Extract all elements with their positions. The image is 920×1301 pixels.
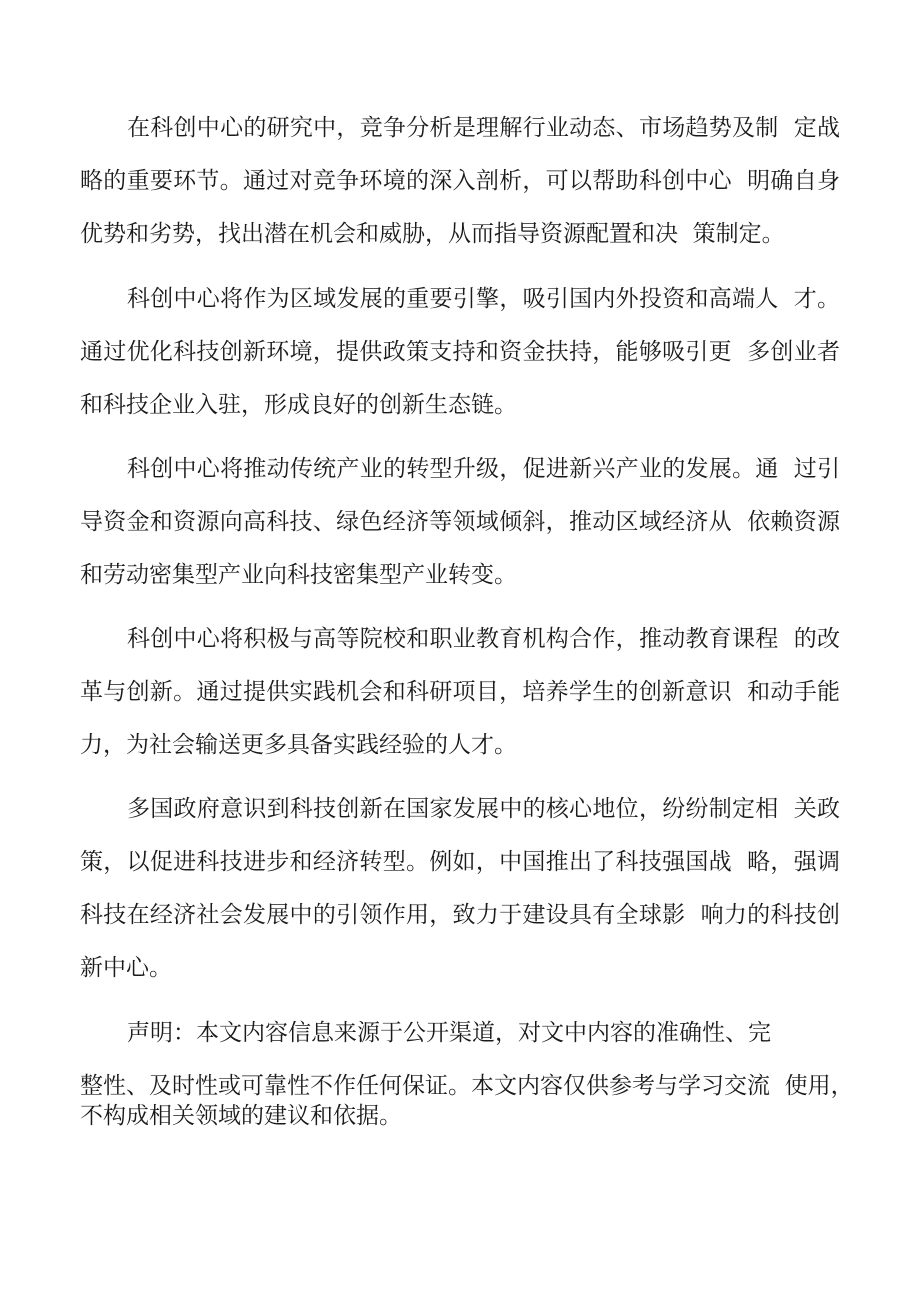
paragraph-line: 策，以促进科技进步和经济转型。例如，中国推出了科技强国战 略，强调 [80, 849, 840, 875]
paragraph-line: 和劳动密集型产业向科技密集型产业转变。 [80, 562, 517, 588]
paragraph-line: 优势和劣势，找出潜在机会和威胁，从而指导资源配置和决 策制定。 [80, 221, 785, 247]
paragraph-line: 科创中心将推动传统产业的转型升级，促进新兴产业的发展。通 过引 [127, 456, 840, 482]
disclaimer-line: 声明：本文内容信息来源于公开渠道，对文中内容的准确性、完 [127, 1020, 771, 1046]
paragraph-line: 导资金和资源向高科技、绿色经济等领域倾斜，推动区域经济从 依赖资源 [80, 509, 840, 535]
disclaimer-line: 整性、及时性或可靠性不作任何保证。本文内容仅供参考与学习交流 使用， [80, 1073, 854, 1099]
paragraph-competition-analysis [80, 114, 840, 273]
paragraph-regional-engine [80, 285, 840, 444]
paragraph-line: 科创中心将积极与高等院校和职业教育机构合作，推动教育课程 的改 [127, 626, 840, 652]
paragraph-line: 和科技企业入驻，形成良好的创新生态链。 [80, 392, 517, 418]
paragraph-line: 在科创中心的研究中，竞争分析是理解行业动态、市场趋势及制 定战 [127, 115, 840, 141]
paragraph-industrial-upgrade [80, 455, 840, 614]
disclaimer [80, 1019, 854, 1130]
paragraph-line: 新中心。 [80, 955, 172, 981]
paragraph-line: 通过优化科技创新环境，提供政策支持和资金扶持，能够吸引更 多创业者 [80, 339, 840, 365]
paragraph-line: 力，为社会输送更多具备实践经验的人才。 [80, 732, 517, 758]
disclaimer-line: 不构成相关领域的建议和依据。 [80, 1103, 402, 1129]
paragraph-line: 科技在经济社会发展中的引领作用，致力于建设具有全球影 响力的科技创 [80, 902, 840, 928]
paragraph-line: 略的重要环节。通过对竞争环境的深入剖析，可以帮助科创中心 明确自身 [80, 168, 840, 194]
paragraph-line: 多国政府意识到科技创新在国家发展中的核心地位，纷纷制定相 关政 [127, 796, 840, 822]
paragraph-line: 革与创新。通过提供实践机会和科研项目，培养学生的创新意识 和动手能 [80, 679, 840, 705]
paragraph-line: 科创中心将作为区域发展的重要引擎，吸引国内外投资和高端人 才。 [127, 286, 840, 312]
paragraph-education-cooperation [80, 625, 840, 784]
paragraph-government-policy [80, 795, 840, 1007]
